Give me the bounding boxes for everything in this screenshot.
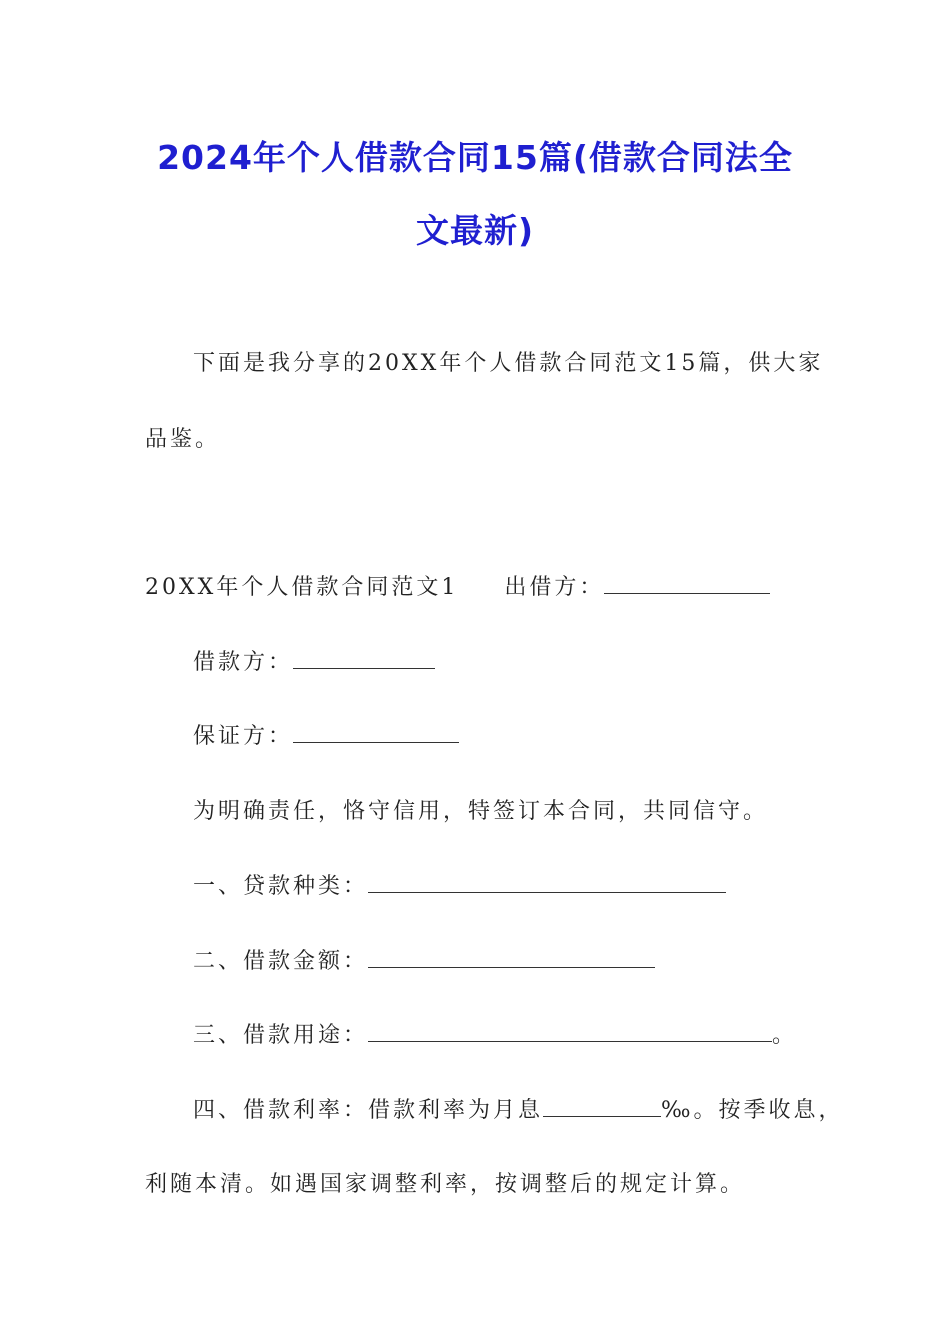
contract-heading-row xyxy=(145,570,770,601)
item-3-suffix: 。 xyxy=(772,1023,798,1048)
item-3-row xyxy=(193,1018,797,1049)
item-1-blank xyxy=(368,872,726,893)
item-4-row xyxy=(193,1093,844,1124)
document-title-line-2: 文最新) xyxy=(415,211,535,250)
item-1-label: 一、贷款种类： xyxy=(193,874,369,899)
guarantor-label: 保证方： xyxy=(193,724,294,749)
item-4-label: 四、借款利率：借款利率为月息 xyxy=(193,1098,544,1123)
item-2-blank xyxy=(368,947,655,968)
item-2-label: 二、借款金额： xyxy=(193,949,369,974)
item-4-blank xyxy=(543,1096,661,1117)
lender-blank xyxy=(604,573,770,594)
lender-label: 出借方： xyxy=(504,575,605,600)
purpose-statement: 为明确责任，恪守信用，特签订本合同，共同信守。 xyxy=(193,799,769,824)
borrower-label: 借款方： xyxy=(193,650,294,675)
borrower-row xyxy=(193,645,435,676)
item-3-blank xyxy=(368,1021,772,1042)
item-2-row xyxy=(193,944,655,975)
guarantor-row xyxy=(193,719,459,750)
intro-line-1: 下面是我分享的20XX年个人借款合同范文15篇，供大家 xyxy=(193,351,824,376)
item-4-suffix: ‰。按季收息， xyxy=(661,1098,844,1123)
item-3-label: 三、借款用途： xyxy=(193,1023,369,1048)
item-4-line-2: 利随本清。如遇国家调整利率，按调整后的规定计算。 xyxy=(145,1172,746,1197)
item-1-row xyxy=(193,869,726,900)
document-title-line-1: 2024年个人借款合同15篇(借款合同法全 xyxy=(157,138,793,177)
borrower-blank xyxy=(293,648,435,669)
contract-heading: 20XX年个人借款合同范文1 xyxy=(145,575,459,600)
guarantor-blank xyxy=(293,722,459,743)
intro-line-2: 品鉴。 xyxy=(145,427,221,452)
